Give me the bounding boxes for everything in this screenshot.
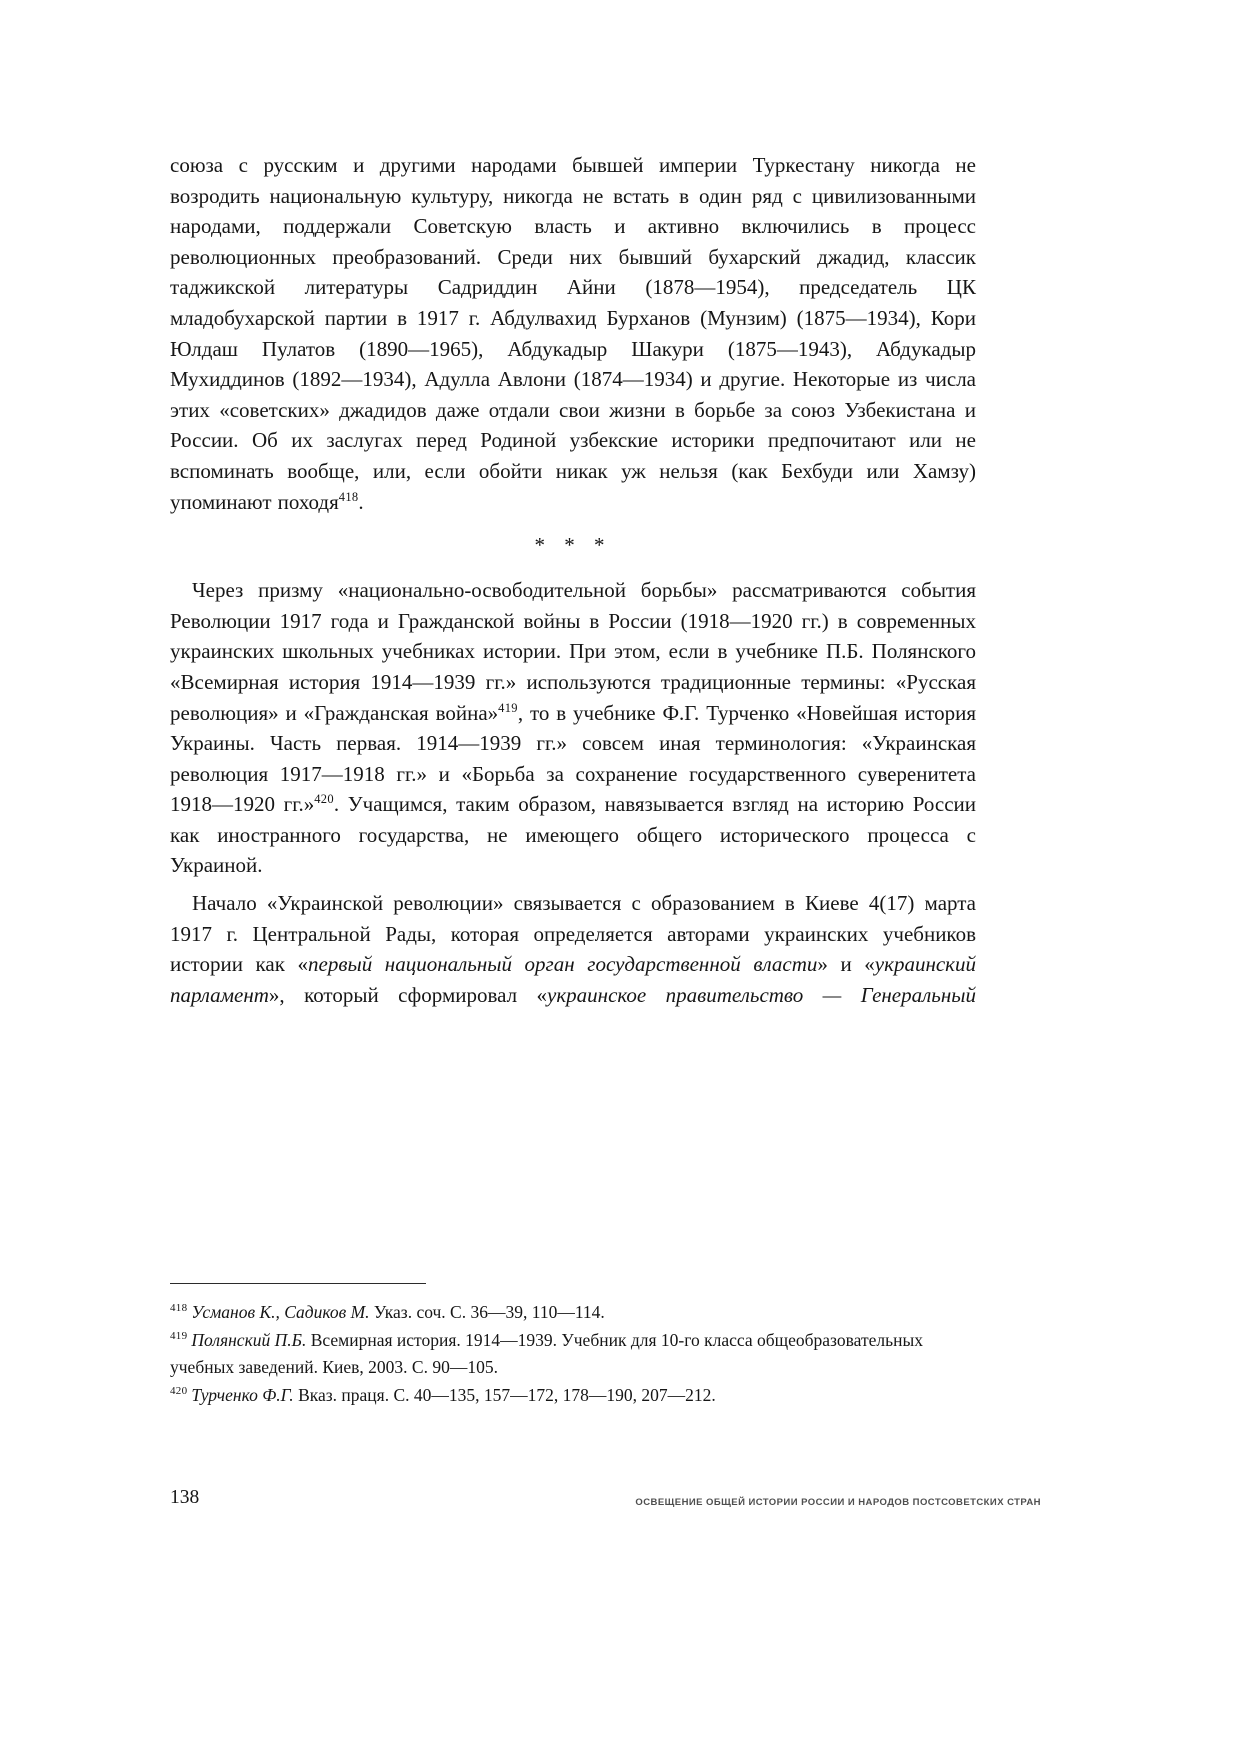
footnote-ref-420: 420 (314, 792, 334, 807)
footnote-418-text: Указ. соч. С. 36—39, 110—114. (369, 1302, 605, 1322)
paragraph-3-text: Начало «Украинской революции» связывается с образованием в Киеве 4(17) марта 1917 г. Центральной Рады, которая определяется авторами украинских учебников истории как « (170, 891, 976, 977)
footnote-419-text: Всемирная история. 1914—1939. Учебник для 10-го класса общеобразовательных учебных заведений. Киев, 2003. С. 90—105. (170, 1329, 923, 1377)
footnote-420-author: Турченко Ф.Г. (191, 1384, 294, 1405)
paragraph-2 (170, 575, 976, 881)
footnote-419-marker: 419 (170, 1329, 188, 1342)
paragraph-2-text: Через призму «национально-освободительной борьбы» рассматриваются события Революции 1917 года и Гражданской войны в России (1918—1920 гг.) в современных украинских школьных учебниках истории. При этом, если в учебнике П.Б. Полянского «Всемирная история 1914—1939 гг.» используются традиционные термины: «Русская революция» и «Гражданская война» (170, 578, 976, 725)
footnote-ref-419: 419 (498, 700, 518, 715)
paragraph-3-text: », который сформировал « (268, 982, 548, 1007)
footnote-418-marker: 418 (170, 1302, 188, 1315)
footnotes-section (170, 1283, 976, 1409)
footnote-420-text: Вказ. праця. С. 40—135, 157—172, 178—190, 207—212. (293, 1384, 716, 1405)
paragraph-2-text: , то в учебнике Ф.Г. Турченко «Новейшая история Украины. Часть первая. 1914—1939 гг.» совсем иная терминология: «Украинская революция 1917—1918 гг.» и «Борьба за сохранение государственного суверенитета 1918—1920 гг.» (170, 700, 976, 817)
paragraph-1-tail: . (358, 489, 364, 514)
section-separator: * * * (534, 533, 612, 558)
footnote-418-author: Усманов К., Садиков М. (191, 1302, 370, 1322)
paragraph-3-italic: первый национальный орган государственной власти (308, 952, 818, 977)
footnote-420 (170, 1382, 976, 1410)
footnote-419-author: Полянский П.Б. (191, 1329, 307, 1350)
footnote-418 (170, 1299, 976, 1327)
footnote-420-marker: 420 (170, 1384, 188, 1397)
footnote-divider (170, 1283, 426, 1284)
running-footer-title: ОСВЕЩЕНИЕ ОБЩЕЙ ИСТОРИИ РОССИИ И НАРОДОВ ПОСТСОВЕТСКИХ СТРАН (635, 1497, 1041, 1508)
paragraph-1-text: союза с русским и другими народами бывшей империи Туркестану никогда не возродить национальную культуру, никогда не встать в один ряд с цивилизованными народами, поддержали Советскую власть и активно включились в процесс революционных преобразований. Среди них бывший бухарский джадид, классик таджикской литературы Садриддин Айни (1878—1954), председатель ЦК младобухарской партии в 1917 г. Абдулвахид Бурханов (Мунзим) (1875—1934), Кори Юлдаш Пулатов (1890—1965), Абдукадыр Шакури (1875—1943), Абдукадыр Мухиддинов (1892—1934), Адулла Авлони (1874—1934) и другие. Некоторые из числа этих «советских» джадидов даже отдали свои жизни в борьбе за союз Узбекистана и России. Об их заслугах перед Родиной узбекские историки предпочитают или не вспоминать вообще, или, если обойти никак уж нельзя (как Бехбуди или Хамзу) упоминают походя (170, 153, 976, 514)
paragraph-2-text: . Учащимся, таким образом, навязывается взгляд на историю России как иностранного государства, не имеющего общего исторического процесса с Украиной. (170, 792, 976, 878)
paragraph-3-italic: украинский парламент (170, 952, 977, 1007)
paragraph-3-text: » и « (817, 952, 875, 977)
paragraph-1 (170, 150, 976, 517)
paragraph-3 (170, 888, 976, 1010)
page-number: 138 (170, 1487, 200, 1508)
paragraph-3-italic: украинское правительство — Генеральный (547, 982, 976, 1007)
footnote-ref-418: 418 (338, 489, 359, 504)
page-body (170, 150, 976, 1010)
footnote-419 (170, 1327, 976, 1382)
